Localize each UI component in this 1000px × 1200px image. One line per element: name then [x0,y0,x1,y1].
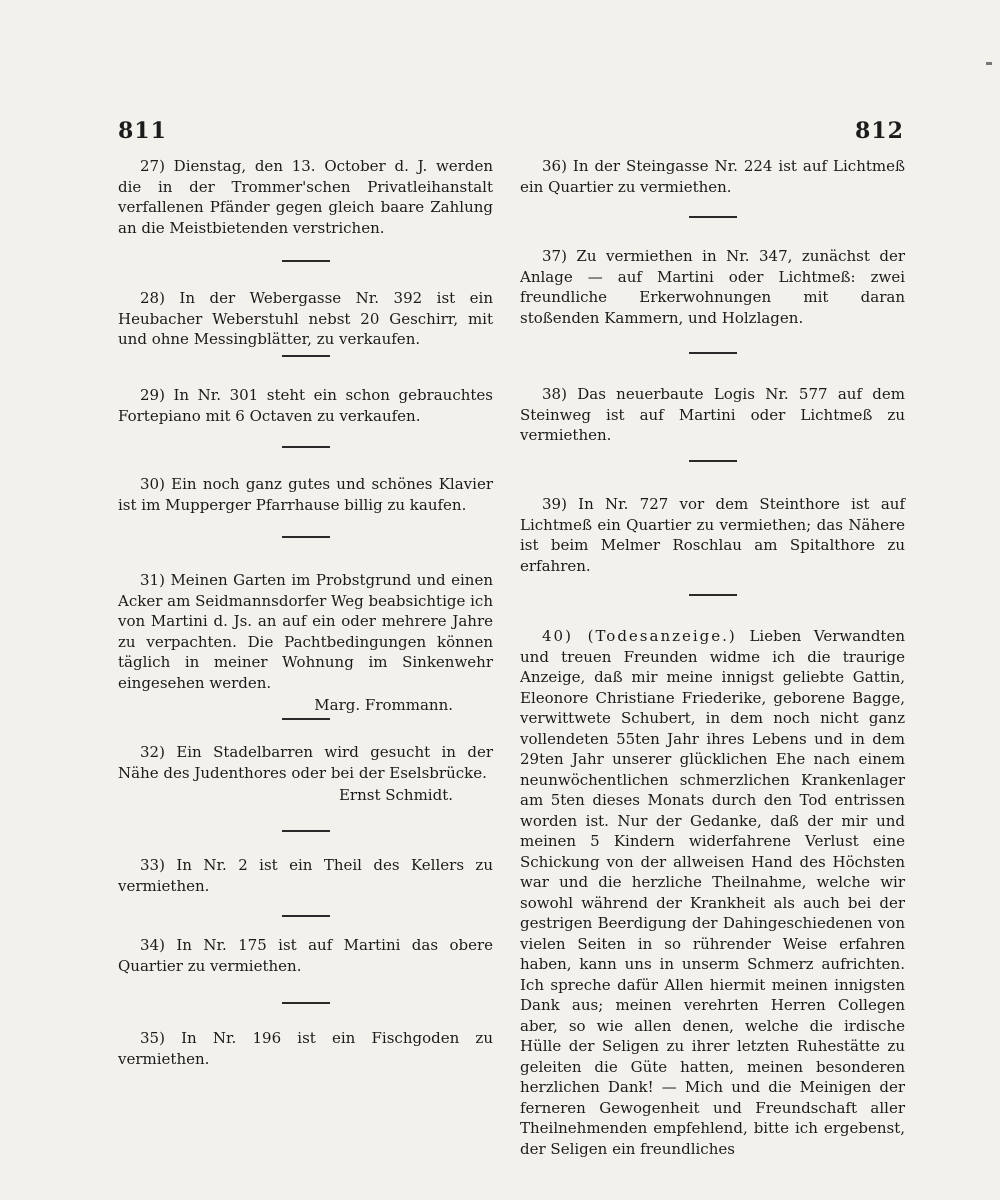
notice-36-text: 36) In der Steingasse Nr. 224 ist auf Lichtmeß ein Quartier zu vermiethen. [520,157,905,196]
margin-mark [986,62,992,65]
separator [282,260,330,262]
separator [282,718,330,720]
notice-27-text: 27) Dienstag, den 13. October d. J. werden die in der Trommer'schen Privatleihanstalt verfallenen Pfänder gegen gleich baare Zahlung an die Meistbietenden verstrichen. [118,157,493,237]
notice-33-text: 33) In Nr. 2 ist ein Theil des Kellers zu vermiethen. [118,856,493,895]
notice-39-text: 39) In Nr. 727 vor dem Steinthore ist auf Lichtmeß ein Quartier zu vermiethen; das Nähere ist beim Melmer Roschlau am Spitalthore zu erfahren. [520,495,905,575]
separator [282,536,330,538]
separator [689,216,737,218]
notice-40-text [520,626,905,1159]
notice-38 [520,384,905,446]
notice-28-text: 28) In der Webergasse Nr. 392 ist ein Heubacher Weberstuhl nebst 20 Geschirr, mit und ohne Messingblätter, zu verkaufen. [118,289,493,348]
separator [689,594,737,596]
separator [689,352,737,354]
notice-35 [118,1028,493,1069]
notice-36 [520,156,905,197]
separator [689,460,737,462]
separator [282,830,330,832]
notice-32-text: 32) Ein Stadelbarren wird gesucht in der Nähe des Judenthores oder bei der Eselsbrücke. [118,743,493,782]
notice-32 [118,742,493,806]
notice-34 [118,935,493,976]
separator [282,446,330,448]
separator [282,355,330,357]
notice-37-text: 37) Zu vermiethen in Nr. 347, zunächst der Anlage — auf Martini oder Lichtmeß: zwei freundliche Erkerwohnungen mit daran stoßenden Kammern, und Holzlagen. [520,247,905,327]
notice-39 [520,494,905,576]
notice-33 [118,855,493,896]
notice-31-signature: Marg. Frommann. [314,696,453,714]
notice-40-label: 40) (Todesanzeige.) [542,627,737,645]
notice-27 [118,156,493,238]
notice-40 [520,626,905,1159]
notice-29 [118,385,493,426]
page-number-right: 812 [855,118,904,144]
notice-31-text: 31) Meinen Garten im Probstgrund und einen Acker am Seidmannsdorfer Weg beabsichtige ich von Martini d. Js. an auf ein oder mehrere Jahre zu verpachten. Die Pachtbedingungen können täglich in meiner Wohnung im Sinkenwehr eingesehen werden. [118,571,493,692]
notice-38-text: 38) Das neuerbaute Logis Nr. 577 auf dem Steinweg ist auf Martini oder Lichtmeß zu vermiethen. [520,385,905,444]
notice-30 [118,474,493,515]
notice-37 [520,246,905,328]
notice-31 [118,570,493,716]
notice-29-text: 29) In Nr. 301 steht ein schon gebrauchtes Fortepiano mit 6 Octaven zu verkaufen. [118,386,493,425]
notice-34-text: 34) In Nr. 175 ist auf Martini das obere Quartier zu vermiethen. [118,936,493,975]
separator [282,915,330,917]
notice-30-text: 30) Ein noch ganz gutes und schönes Klavier ist im Mupperger Pfarrhause billig zu kaufen. [118,475,493,514]
page-number-left: 811 [118,118,167,144]
notice-32-signature: Ernst Schmidt. [338,786,453,804]
notice-35-text: 35) In Nr. 196 ist ein Fischgoden zu vermiethen. [118,1029,493,1068]
separator [282,1002,330,1004]
notice-40-body: Lieben Verwandten und treuen Freunden widme ich die traurige Anzeige, daß mir meine innigst geliebte Gattin, Eleonore Christiane Friederike, geborene Bagge, verwittwete Schubert, in dem noch nicht ganz vollendeten 55ten Jahr ihres Lebens und in dem 29ten Jahr unserer glücklichen Ehe nach einem neunwöchentlichen schmerzlichen Krankenlager am 5ten dieses Monats durch den Tod entrissen worden ist. Nur der Gedanke, daß der mir und meinen 5 Kindern widerfahrene Verlust eine Schickung von der allweisen Hand des Höchsten war und die herzliche Theilnahme, welche wir sowohl während der Krankheit als auch bei der gestrigen Beerdigung der Dahingeschiedenen von vielen Seiten in so rührender Weise erfahren haben, kann uns in unserm Schmerz aufrichten. Ich spreche dafür Allen hiermit meinen innigsten Dank aus; meinen verehrten Herren Collegen aber, so wie allen denen, welche die irdische Hülle der Seligen zu ihrer letzten Ruhestätte zu geleiten die Güte hatten, meinen besonderen herzlichen Dank! — Mich und die Meinigen der ferneren Gewogenheit und Freundschaft aller Theilnehmenden empfehlend, bitte ich ergebenst, der Seligen ein freundliches [520,627,905,1158]
notice-28 [118,288,493,350]
